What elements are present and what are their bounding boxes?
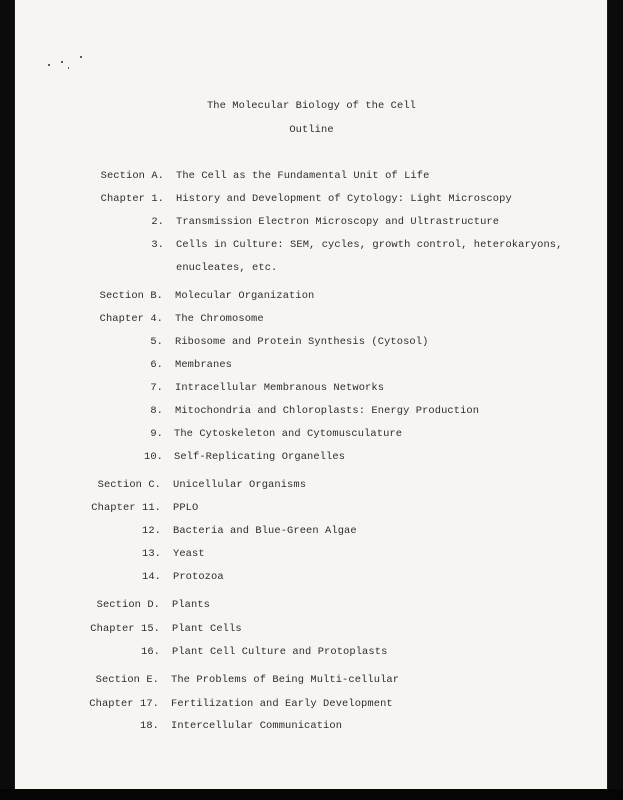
- chapter-title: Bacteria and Blue-Green Algae: [173, 525, 357, 537]
- chapter-title: Intracellular Membranous Networks: [175, 382, 385, 394]
- chapter-label: Chapter 15.: [90, 623, 160, 635]
- chapter-number: 3.: [151, 239, 164, 251]
- chapter-number: 7.: [150, 382, 163, 394]
- section-label: Section E.: [95, 674, 159, 686]
- chapter-number: 16.: [140, 646, 160, 658]
- chapter-number: 10.: [143, 451, 163, 463]
- chapter-title: Fertilization and Early Development: [171, 698, 393, 710]
- scan-speck: [80, 56, 82, 58]
- chapter-title: Protozoa: [173, 571, 224, 583]
- chapter-title: Transmission Electron Microscopy and Ultrastructure: [176, 216, 500, 228]
- chapter-number: 9.: [150, 428, 163, 440]
- chapter-title: Intercellular Communication: [171, 720, 343, 732]
- chapter-number: 2.: [151, 216, 164, 228]
- section-label: Section B.: [99, 290, 163, 302]
- chapter-title: History and Development of Cytology: Light Microscopy: [176, 193, 512, 205]
- chapter-title: The Chromosome: [175, 313, 264, 325]
- chapter-number: 13.: [141, 548, 161, 560]
- scan-speck: [48, 64, 50, 66]
- section-label: Section A.: [100, 170, 164, 182]
- section-title: Molecular Organization: [175, 290, 315, 302]
- chapter-label: Chapter 4.: [99, 313, 163, 325]
- section-label: Section C.: [97, 479, 161, 491]
- chapter-number: 18.: [139, 720, 159, 732]
- chapter-label: Chapter 11.: [91, 502, 161, 514]
- chapter-number: 6.: [150, 359, 163, 371]
- section-title: Unicellular Organisms: [173, 479, 307, 491]
- chapter-number: 8.: [150, 405, 163, 417]
- chapter-title: Plant Cells: [172, 623, 242, 635]
- document-page: [15, 0, 607, 789]
- section-title: Plants: [172, 599, 211, 611]
- chapter-title: Membranes: [175, 359, 233, 371]
- chapter-label: Chapter 17.: [89, 698, 159, 710]
- chapter-title-continued: enucleates, etc.: [176, 262, 278, 274]
- chapter-title: Yeast: [173, 548, 205, 560]
- chapter-label: Chapter 1.: [100, 193, 164, 205]
- chapter-title: Self-Replicating Organelles: [174, 451, 346, 463]
- scan-border: [0, 789, 623, 800]
- scan-speck: [68, 67, 69, 69]
- chapter-title: Cells in Culture: SEM, cycles, growth control, heterokaryons,: [176, 239, 563, 251]
- chapter-title: Ribosome and Protein Synthesis (Cytosol): [175, 336, 429, 348]
- section-title: The Problems of Being Multi-cellular: [171, 674, 400, 686]
- chapter-title: Plant Cell Culture and Protoplasts: [172, 646, 388, 658]
- section-title: The Cell as the Fundamental Unit of Life: [176, 170, 430, 182]
- scan-speck: [61, 61, 63, 63]
- chapter-title: Mitochondria and Chloroplasts: Energy Production: [175, 405, 480, 417]
- chapter-number: 14.: [141, 571, 161, 583]
- document-subtitle: Outline: [289, 124, 334, 136]
- chapter-number: 12.: [141, 525, 161, 537]
- chapter-number: 5.: [150, 336, 163, 348]
- chapter-title: PPLO: [173, 502, 199, 514]
- section-label: Section D.: [96, 599, 160, 611]
- document-title: The Molecular Biology of the Cell: [206, 100, 417, 112]
- chapter-title: The Cytoskeleton and Cytomusculature: [174, 428, 403, 440]
